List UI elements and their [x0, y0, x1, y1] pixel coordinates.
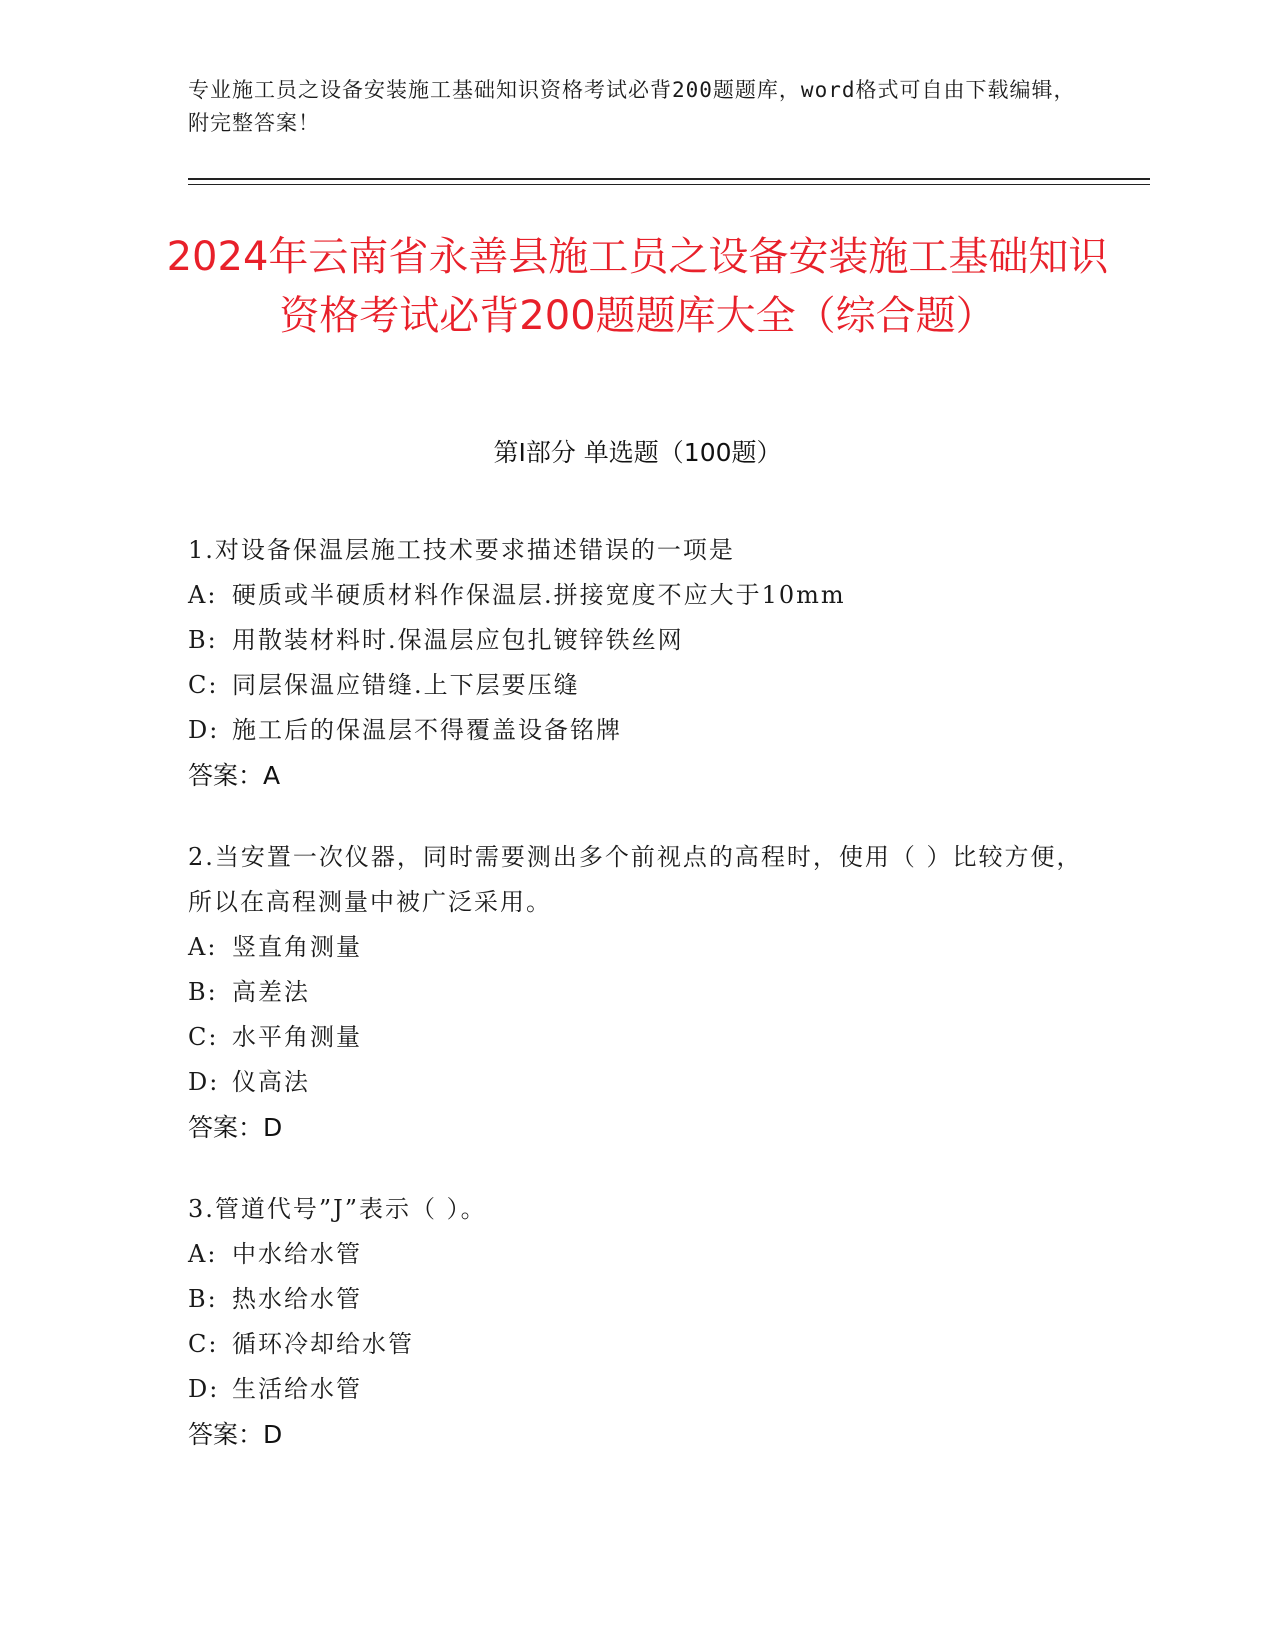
- intro-text: 专业施工员之设备安装施工基础知识资格考试必背200题题库，word格式可自由下载编辑，附完整答案！: [188, 78, 1076, 135]
- question-text: 3.管道代号”J”表示（ ）。: [188, 1195, 487, 1223]
- answer-line: 答案：A: [188, 761, 281, 790]
- answer-line: 答案：D: [188, 1420, 283, 1449]
- question-list: [188, 528, 1088, 1494]
- option-letter: A:: [188, 933, 218, 961]
- option-letter: B:: [188, 978, 218, 1006]
- option-letter: B:: [188, 1285, 218, 1313]
- option-letter: D:: [188, 716, 220, 744]
- option-letter: C:: [188, 1330, 219, 1358]
- header-divider-thick: [188, 178, 1150, 180]
- option-letter: C:: [188, 1023, 219, 1051]
- option-letter: A:: [188, 581, 218, 609]
- option-b: [188, 1277, 1088, 1322]
- option-text: 高差法: [232, 978, 310, 1006]
- option-c: [188, 1015, 1088, 1060]
- option-letter: C:: [188, 671, 219, 699]
- option-text: 施工后的保温层不得覆盖设备铭牌: [232, 716, 622, 744]
- answer-line: 答案：D: [188, 1113, 283, 1142]
- question-1: [188, 528, 1088, 798]
- option-d: [188, 1060, 1088, 1105]
- section-heading: 第I部分 单选题（100题）: [493, 438, 782, 467]
- option-text: 同层保温应错缝.上下层要压缝: [232, 671, 580, 699]
- option-a: [188, 573, 1088, 618]
- option-d: [188, 708, 1088, 753]
- option-c: [188, 1322, 1088, 1367]
- option-b: [188, 970, 1088, 1015]
- option-d: [188, 1367, 1088, 1412]
- option-text: 硬质或半硬质材料作保温层.拼接宽度不应大于10mm: [232, 581, 846, 609]
- option-text: 生活给水管: [232, 1375, 362, 1403]
- option-text: 水平角测量: [232, 1023, 362, 1051]
- option-letter: D:: [188, 1375, 220, 1403]
- question-text: 2.当安置一次仪器，同时需要测出多个前视点的高程时，使用（ ）比较方便，所以在高程测量中被广泛采用。: [188, 843, 1083, 916]
- option-text: 循环冷却给水管: [232, 1330, 414, 1358]
- option-c: [188, 663, 1088, 708]
- option-a: [188, 925, 1088, 970]
- option-b: [188, 618, 1088, 663]
- document-title: 2024年云南省永善县施工员之设备安装施工基础知识资格考试必背200题题库大全（综合题）: [166, 234, 1109, 339]
- question-3: [188, 1187, 1088, 1457]
- option-letter: A:: [188, 1240, 218, 1268]
- question-2: [188, 835, 1088, 1150]
- option-text: 用散装材料时.保温层应包扎镀锌铁丝网: [232, 626, 684, 654]
- question-text: 1.对设备保温层施工技术要求描述错误的一项是: [188, 536, 735, 564]
- option-letter: B:: [188, 626, 218, 654]
- option-text: 竖直角测量: [232, 933, 362, 961]
- option-text: 热水给水管: [232, 1285, 362, 1313]
- option-text: 中水给水管: [232, 1240, 362, 1268]
- option-text: 仪高法: [232, 1068, 310, 1096]
- option-a: [188, 1232, 1088, 1277]
- header-divider-thin: [188, 184, 1150, 185]
- option-letter: D:: [188, 1068, 220, 1096]
